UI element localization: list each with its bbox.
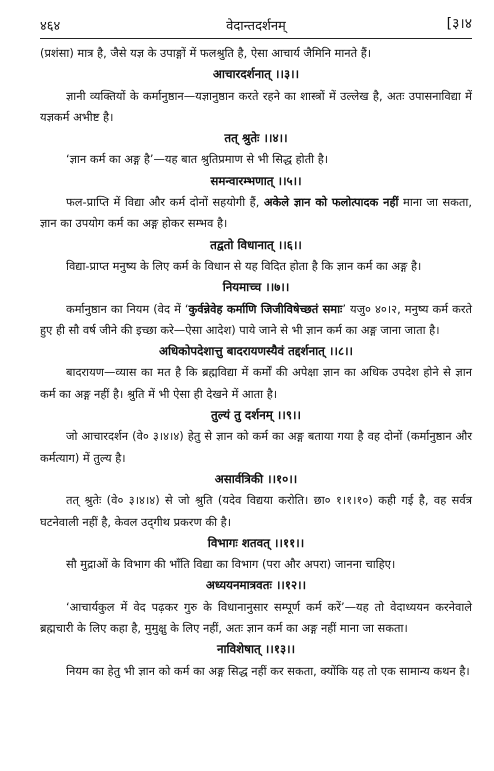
sutra-heading: तद्वतो विधानात् ।।६।। <box>210 237 302 252</box>
commentary-paragraph: सौ मुद्राओं के विभाग की भाँति विद्या का विभाग (परा और अपरा) जानना चाहिए। <box>66 557 396 572</box>
running-title: वेदान्तदर्शनम् <box>226 19 286 34</box>
sutra-heading: नियमाच्च ।।७।। <box>222 280 290 295</box>
page-number: ४६४ <box>40 19 61 34</box>
page-body <box>40 43 472 682</box>
commentary-paragraph: तत् श्रुतेः (वे० ३।४।४) से जो श्रुति (यदेव विद्यया करोति। छा० १।१।१०) कही गई है, वह सर्वत्र घटनेवाली नहीं है, केवल उद्‌गीथ प्रकरण की है। <box>40 493 472 529</box>
sutra-heading: विभागः शतवत् ।।११।। <box>207 535 305 550</box>
header-rule <box>40 38 472 39</box>
commentary-paragraph: कर्मानुष्ठान का नियम (वेद में ‘कुर्वन्नेवेह कर्माणि जिजीविषेच्छतं समाः’ यजु० ४०।२, मनुष्य कर्म करते हुए ही सौ वर्ष जीने की इच्छा करे—ऐसा आदेश) पाये जाने से भी ज्ञान कर्म का अङ्ग जाना जाता है। <box>40 301 472 337</box>
sutra-heading: असार्वत्रिकी ।।१०।। <box>214 471 298 486</box>
commentary-paragraph: फल-प्राप्ति में विद्या और कर्म दोनों सहयोगी हैं, अकेले ज्ञान को फलोत्पादक नहीं माना जा सकता, ज्ञान का उपयोग कर्म का अङ्ग होकर सम्भव है। <box>40 195 472 231</box>
section-marker: [३।४ <box>446 16 472 32</box>
commentary-paragraph: ज्ञानी व्यक्तियों के कर्मानुष्ठान—यज्ञानुष्ठान करते रहने का शास्त्रों में उल्लेख है, अतः उपासनाविद्या में यज्ञकर्म अभीष्ट है। <box>40 88 472 124</box>
commentary-paragraph: नियम का हेतु भी ज्ञान को कर्म का अङ्ग सिद्ध नहीं कर सकता, क्योंकि यह तो एक सामान्य कथन है। <box>66 663 470 678</box>
sutra-heading: अधिकोपदेशात्तु बादरायणस्यैवं तद्दर्शनात् ।।८।। <box>158 344 354 359</box>
sutra-heading: अध्ययनमात्रवतः ।।१२।। <box>205 578 307 593</box>
sutra-heading: नाविशेषात् ।।१३।। <box>216 642 296 657</box>
commentary-paragraph: विद्या-प्राप्त मनुष्य के लिए कर्म के विधान से यह विदित होता है कि ज्ञान कर्म का अङ्ग है। <box>66 258 422 273</box>
sutra-heading: आचारदर्शनात् ।।३।। <box>212 67 300 82</box>
page-header <box>40 14 472 36</box>
commentary-paragraph: ‘आचार्यकुल में वेद पढ़कर गुरु के विधानानुसार सम्पूर्ण कर्म करें’—यह तो वेदाध्ययन करनेवाले ब्रह्मचारी के लिए कहा है, मुमुक्षु के लिए नहीं, अतः ज्ञान कर्म का अङ्ग नहीं माना जा सकता। <box>40 599 472 636</box>
sutra-heading: समन्वारम्भणात् ।।५।। <box>210 173 302 188</box>
sutra-heading: तत् श्रुतेः ।।४।। <box>224 131 288 146</box>
sutra-heading: तुल्यं तु दर्शनम् ।।९।। <box>211 408 301 423</box>
commentary-paragraph: ‘ज्ञान कर्म का अङ्ग है’—यह बात श्रुतिप्रमाण से भी सिद्ध होती है। <box>66 152 329 167</box>
commentary-paragraph: बादरायण—व्यास का मत है कि ब्रह्मविद्या में कर्मों की अपेक्षा ज्ञान का अधिक उपदेश होने से ज्ञान कर्म का अङ्ग नहीं है। श्रुति में भी ऐसा ही देखने में आता है। <box>40 365 472 401</box>
commentary-paragraph: जो आचारदर्शन (वे० ३।४।४) हेतु से ज्ञान को कर्म का अङ्ग बताया गया है वह दोनों (कर्मानुष्ठान और कर्मत्याग) में तुल्य है। <box>40 429 472 465</box>
commentary-paragraph: (प्रशंसा) मात्र है, जैसे यज्ञ के उपाङ्गों में फलश्रुति है, ऐसा आचार्य जैमिनि मानते हैं। <box>40 46 372 60</box>
